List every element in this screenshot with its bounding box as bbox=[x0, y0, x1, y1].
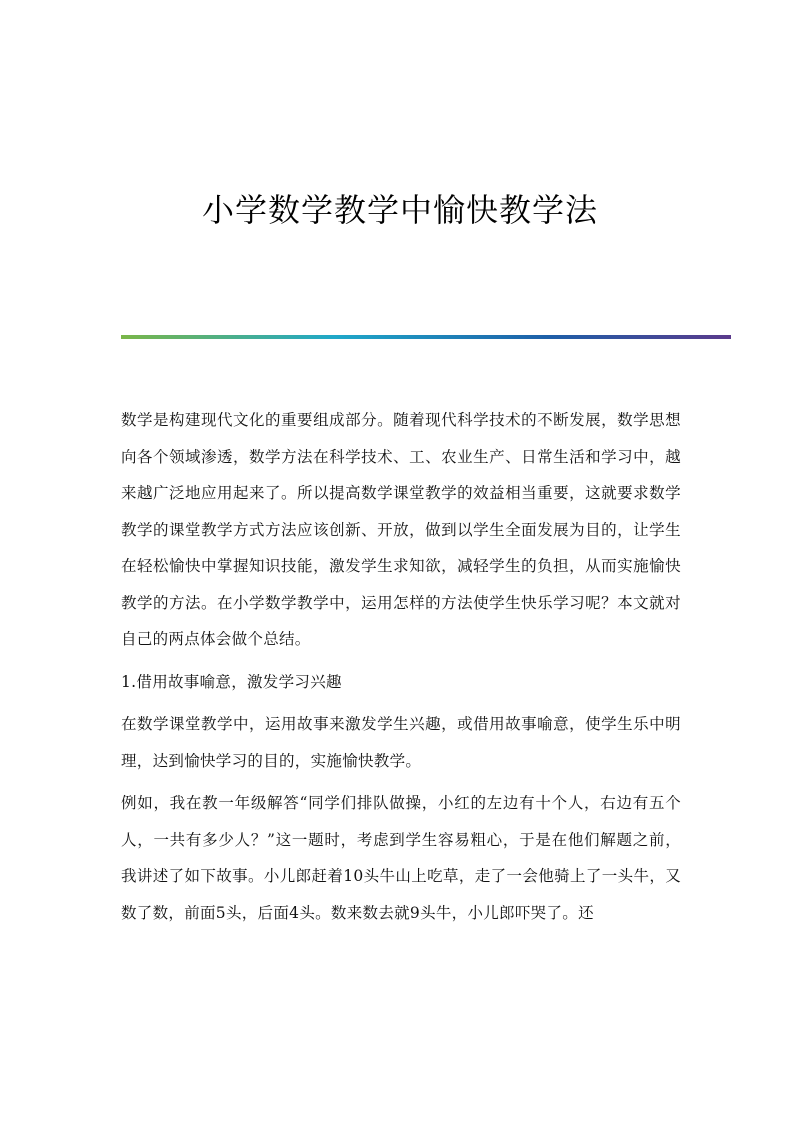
title-divider bbox=[121, 335, 731, 339]
example-paragraph: 例如，我在教一年级解答“同学们排队做操，小红的左边有十个人，右边有五个人，一共有多少人？”这一题时，考虑到学生容易粗心，于是在他们解题之前，我讲述了如下故事。小儿郎赶着10头牛山上吃草，走了一会他骑上了一头牛，又数了数，前面5头，后面4头。数来数去就9头牛，小儿郎吓哭了。还 bbox=[121, 794, 681, 922]
document-title: 小学数学教学中愉快教学法 bbox=[201, 191, 598, 229]
section-paragraph: 在数学课堂教学中，运用故事来激发学生兴趣，或借用故事喻意，使学生乐中明理，达到愉快学习的目的，实施愉快教学。 bbox=[121, 715, 681, 770]
intro-paragraph: 数学是构建现代文化的重要组成部分。随着现代科学技术的不断发展，数学思想向各个领域渗透，数学方法在科学技术、工、农业生产、日常生活和学习中，越来越广泛地应用起来了。所以提高数学课堂教学的效益相当重要，这就要求数学教学的课堂教学方式方法应该创新、开放，做到以学生全面发展为目的，让学生在轻松愉快中掌握知识技能，激发学生求知欲，减轻学生的负担，从而实施愉快教学的方法。在小学数学教学中，运用怎样的方法使学生快乐学习呢？本文就对自己的两点体会做个总结。 bbox=[121, 411, 681, 648]
document-body bbox=[121, 402, 681, 931]
section-heading: 1.借用故事喻意，激发学习兴趣 bbox=[121, 672, 342, 691]
